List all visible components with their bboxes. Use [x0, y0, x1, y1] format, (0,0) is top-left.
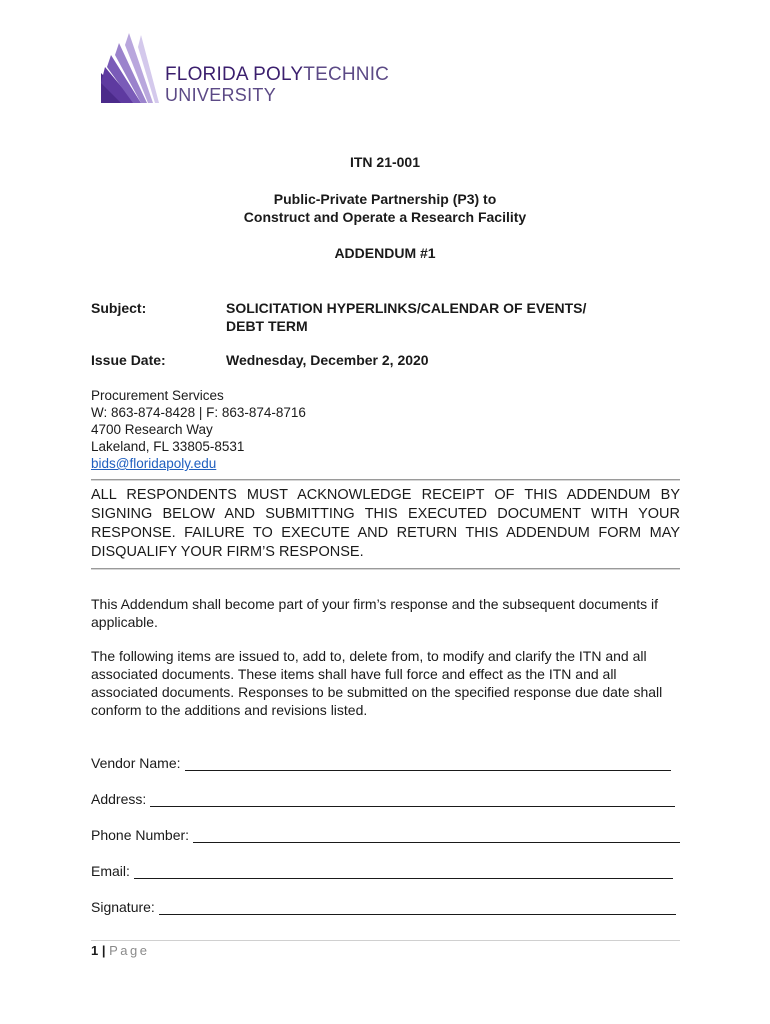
phone-number-label: Phone Number: [91, 827, 190, 843]
address-field[interactable] [91, 791, 675, 807]
email-line[interactable] [134, 863, 673, 879]
contact-phone: W: 863-874-8428 | F: 863-874-8716 [91, 405, 306, 420]
logo-mark-icon [101, 33, 163, 105]
page-number: 1 [91, 943, 99, 958]
notice-top-divider [91, 479, 680, 480]
addendum-intro-paragraph: This Addendum shall become part of your firm’s response and the subsequent documents if applicable. [91, 596, 659, 630]
vendor-name-field[interactable] [91, 755, 671, 771]
issue-date-value: Wednesday, December 2, 2020 [226, 352, 429, 368]
addendum-items-paragraph: The following items are issued to, add to, delete from, to modify and clarify the ITN and all associated documents. These items shall have full force and effect as the ITN and all associated documents. Responses to be submitted on the specified response due date shall conform to the additions and revisions listed. [91, 648, 663, 718]
contact-email-link[interactable]: bids@floridapoly.edu [91, 456, 217, 471]
university-logo [101, 33, 390, 105]
subject-line-1: SOLICITATION HYPERLINKS/CALENDAR OF EVENTS/ [226, 300, 587, 316]
logo-wordmark [165, 64, 389, 86]
vendor-name-label: Vendor Name: [91, 755, 181, 771]
signature-label: Signature: [91, 899, 155, 915]
page-footer [91, 943, 150, 958]
acknowledgement-notice: ALL RESPONDENTS MUST ACKNOWLEDGE RECEIPT OF THIS ADDENDUM BY SIGNING BELOW AND SUBMITTING THIS EXECUTED DOCUMENT WITH YOUR RESPONSE. FAILURE TO EXECUTE AND RETURN THIS ADDENDUM FORM MAY DISQUALIFY YOUR FIRM’S RESPONSE. [91, 487, 680, 560]
footer-separator: | [101, 943, 106, 958]
email-field[interactable] [91, 863, 673, 879]
logo-word-light: TECHNIC [303, 64, 390, 85]
address-line[interactable] [150, 791, 675, 807]
contact-block [91, 387, 306, 472]
contact-dept: Procurement Services [91, 388, 224, 403]
phone-number-field[interactable] [91, 827, 680, 843]
subject-line-2: DEBT TERM [226, 318, 308, 334]
address-label: Address: [91, 791, 147, 807]
subject-label: Subject: [91, 300, 147, 316]
addendum-heading: ADDENDUM #1 [334, 245, 436, 261]
vendor-name-line[interactable] [185, 755, 672, 771]
issue-date-label: Issue Date: [91, 352, 166, 368]
contact-city: Lakeland, FL 33805-8531 [91, 439, 245, 454]
subject-value [226, 299, 586, 335]
itn-number: ITN 21-001 [349, 154, 421, 170]
notice-bottom-divider [91, 568, 680, 569]
logo-word-bold: FLORIDA POLY [165, 64, 304, 85]
logo-subtitle: UNIVERSITY [165, 85, 277, 105]
email-label: Email: [91, 863, 130, 879]
page-word: Page [109, 943, 150, 958]
phone-number-line[interactable] [193, 827, 680, 843]
title-line-1: Public-Private Partnership (P3) to [273, 191, 497, 207]
contact-street: 4700 Research Way [91, 422, 213, 437]
signature-line[interactable] [159, 899, 676, 915]
footer-divider [91, 940, 680, 941]
signature-field[interactable] [91, 899, 676, 915]
title-line-2: Construct and Operate a Research Facility [243, 209, 527, 225]
